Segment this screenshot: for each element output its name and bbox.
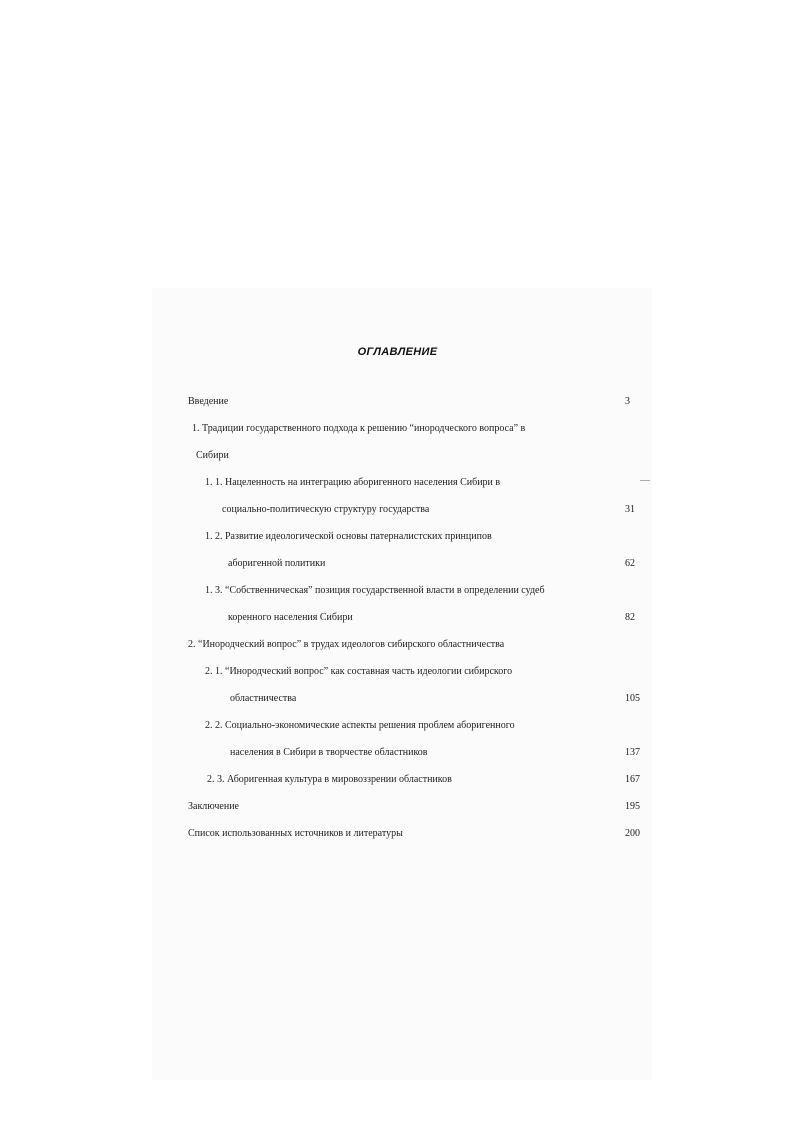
toc-2-2-title: 2. 2. Социально-экономические аспекты решения проблем аборигенного bbox=[205, 720, 515, 731]
toc-1-3-title: 1. 3. “Собственническая” позиция государственной власти в определении судеб bbox=[205, 585, 545, 596]
toc-sources-page: 200 bbox=[625, 828, 640, 839]
toc-conclusion-page: 195 bbox=[625, 801, 640, 812]
toc-2-1-title: 2. 1. “Инородческий вопрос” как составная часть идеологии сибирского bbox=[205, 666, 513, 677]
margin-dash: — bbox=[640, 475, 650, 486]
toc-2-3-page: 167 bbox=[625, 774, 640, 785]
toc-intro-page: 3 bbox=[625, 396, 630, 407]
toc-2-2-page: 137 bbox=[625, 747, 640, 758]
toc-2-1-page: 105 bbox=[625, 693, 640, 704]
page-title: ОГЛАВЛЕНИЕ bbox=[357, 346, 438, 358]
toc-2-1-title-cont: областничества bbox=[230, 693, 297, 704]
toc-1-2-title-cont: аборигенной политики bbox=[228, 558, 326, 569]
toc-ch2-title: 2. “Инородческий вопрос” в трудах идеологов сибирского областничества bbox=[188, 639, 505, 650]
toc-2-3-title: 2. 3. Аборигенная культура в мировоззрении областников bbox=[207, 774, 452, 785]
toc-1-3-title-cont: коренного населения Сибири bbox=[228, 612, 353, 623]
toc-1-2-title: 1. 2. Развитие идеологической основы патерналистских принципов bbox=[205, 531, 492, 542]
toc-1-1-title-cont: социально-политическую структуру государства bbox=[222, 504, 430, 515]
toc-1-2-page: 62 bbox=[625, 558, 635, 569]
toc-ch1-title: 1. Традиции государственного подхода к решению “инородческого вопроса” в bbox=[192, 423, 526, 434]
toc-sources-label: Список использованных источников и литературы bbox=[188, 828, 403, 839]
toc-ch1-title-cont: Сибири bbox=[196, 450, 229, 461]
toc-conclusion-label: Заключение bbox=[188, 801, 239, 812]
toc-2-2-title-cont: населения в Сибири в творчестве областников bbox=[230, 747, 428, 758]
toc-1-1-page: 31 bbox=[625, 504, 635, 515]
toc-intro-label: Введение bbox=[188, 396, 229, 407]
toc-1-1-title: 1. 1. Нацеленность на интеграцию аборигенного населения Сибири в bbox=[205, 477, 501, 488]
toc-1-3-page: 82 bbox=[625, 612, 635, 623]
